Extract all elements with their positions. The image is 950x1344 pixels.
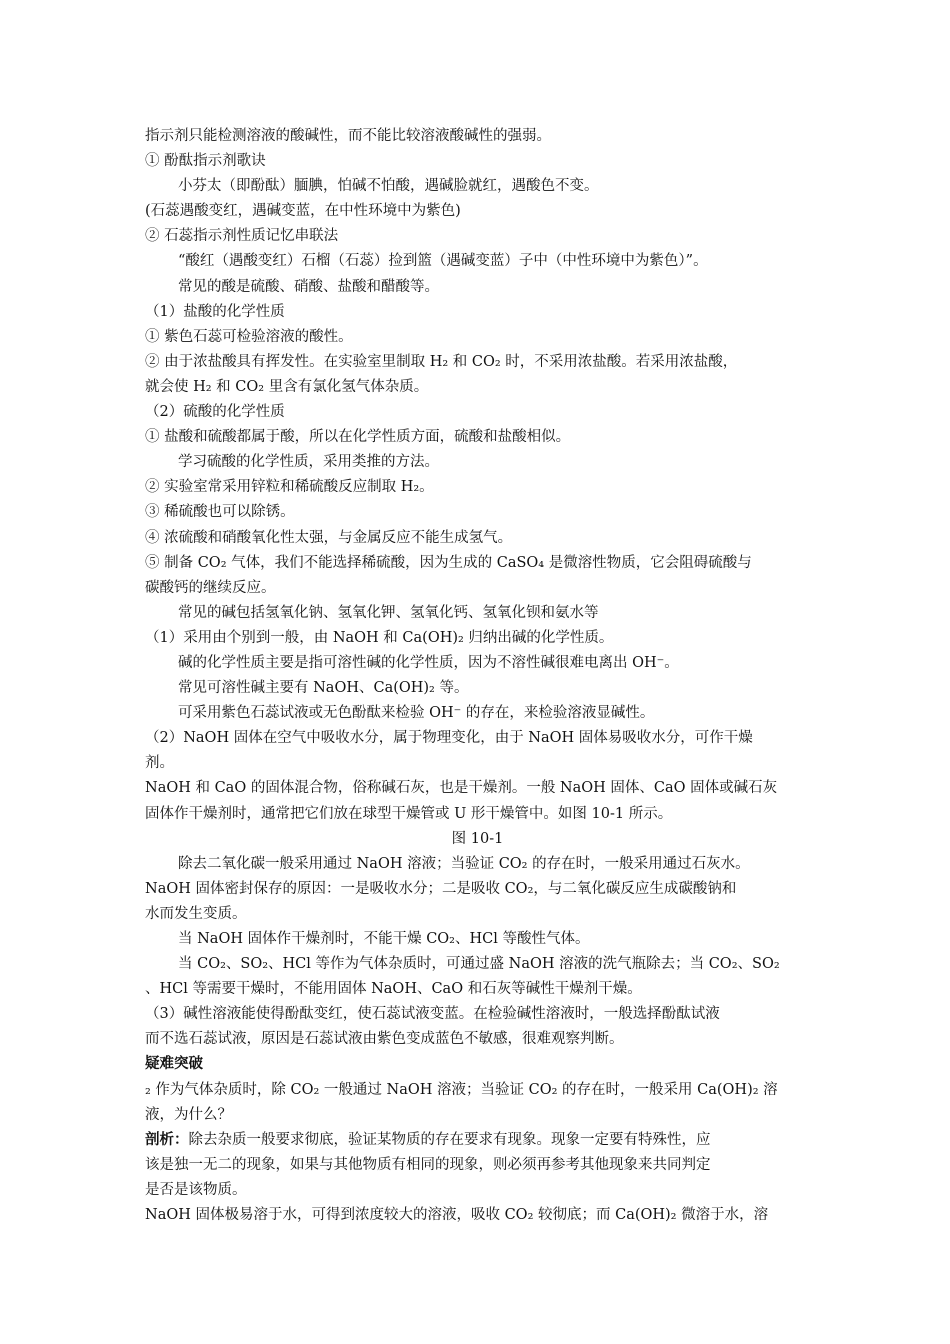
text-line [145, 526, 810, 551]
text-line [145, 726, 810, 751]
line-text: NaOH 固体极易溶于水，可得到浓度较大的溶液，吸收 CO₂ 较彻底；而 Ca(OH)₂ 微溶于水，溶 [145, 1207, 769, 1224]
line-text: ₂ 作为气体杂质时，除 CO₂ 一般通过 NaOH 溶液；当验证 CO₂ 的存在时，一般采用 Ca(OH)₂ 溶 [145, 1081, 778, 1098]
text-line [145, 952, 810, 977]
line-text: ⑤ 制备 CO₂ 气体，我们不能选择稀硫酸，因为生成的 CaSO₄ 是微溶性物质，它会阻碍硫酸与 [145, 554, 752, 571]
line-text: ② 由于浓盐酸具有挥发性。在实验室里制取 H₂ 和 CO₂ 时，不采用浓盐酸。若采用浓盐酸， [145, 353, 738, 370]
text-line [145, 1128, 810, 1153]
text-line [145, 776, 810, 801]
text-line [145, 651, 810, 676]
line-text: 除去杂质一般要求彻底，验证某物质的存在要求有现象。现象一定要有特殊性，应 [188, 1131, 711, 1148]
text-line [145, 802, 810, 827]
text-line [145, 149, 810, 174]
text-line [145, 676, 810, 701]
text-line [145, 751, 810, 776]
line-text: 学习硫酸的化学性质，采用类推的方法。 [178, 454, 439, 471]
line-text: “酸红（遇酸变红）石榴（石蕊）捡到篮（遇碱变蓝）子中（中性环境中为紫色）”。 [178, 253, 708, 270]
line-text: 、HCl 等需要干燥时，不能用固体 NaOH、CaO 和石灰等碱性干燥剂干燥。 [145, 981, 642, 998]
text-line [145, 174, 810, 199]
text-line [145, 1027, 810, 1052]
line-text: 常见的酸是硫酸、硝酸、盐酸和醋酸等。 [178, 278, 439, 295]
section-heading [145, 1052, 810, 1077]
text-line [145, 626, 810, 651]
line-text: 碳酸钙的继续反应。 [145, 579, 276, 596]
line-text: 常见的碱包括氢氧化钠、氢氧化钾、氢氧化钙、氢氧化钡和氨水等 [178, 604, 599, 621]
line-text: (石蕊遇酸变红，遇碱变蓝，在中性环境中为紫色) [145, 203, 461, 220]
text-line [145, 425, 810, 450]
text-line [145, 500, 810, 525]
line-text: ③ 稀硫酸也可以除锈。 [145, 504, 295, 521]
line-text: 液，为什么？ [145, 1106, 232, 1123]
text-line [145, 475, 810, 500]
line-text: 就会使 H₂ 和 CO₂ 里含有氯化氢气体杂质。 [145, 378, 429, 395]
line-text: 小芬太（即酚酞）腼腆，怕碱不怕酸，遇碱脸就红，遇酸色不变。 [178, 178, 599, 195]
text-line [145, 1153, 810, 1178]
line-text: NaOH 和 CaO 的固体混合物，俗称碱石灰，也是干燥剂。一般 NaOH 固体、CaO 固体或碱石灰 [145, 780, 778, 797]
line-text: ② 实验室常采用锌粒和稀硫酸反应制取 H₂。 [145, 479, 434, 496]
text-line [145, 350, 810, 375]
text-line [145, 124, 810, 149]
text-line [145, 1178, 810, 1203]
text-line [145, 576, 810, 601]
line-text: 可采用紫色石蕊试液或无色酚酞来检验 OH⁻ 的存在，来检验溶液显碱性。 [178, 705, 655, 722]
text-line [145, 1203, 810, 1228]
line-text: 当 CO₂、SO₂、HCl 等作为气体杂质时，可通过盛 NaOH 溶液的洗气瓶除去；当 CO₂、SO₂ [178, 956, 780, 973]
text-line [145, 249, 810, 274]
line-text: ② 石蕊指示剂性质记忆串联法 [145, 228, 339, 245]
line-text: ① 盐酸和硫酸都属于酸，所以在化学性质方面，硫酸和盐酸相似。 [145, 429, 571, 446]
line-text: 指示剂只能检测溶液的酸碱性，而不能比较溶液酸碱性的强弱。 [145, 128, 551, 144]
analysis-label: 剖析： [145, 1131, 189, 1148]
text-line [145, 300, 810, 325]
line-text: （2）NaOH 固体在空气中吸收水分，属于物理变化，由于 NaOH 固体易吸收水分，可作干燥 [145, 730, 753, 747]
text-line [145, 450, 810, 475]
text-line [145, 927, 810, 952]
text-line [145, 977, 810, 1002]
document-page [145, 124, 810, 1228]
line-text: （1）采用由个别到一般，由 NaOH 和 Ca(OH)₂ 归纳出碱的化学性质。 [145, 629, 614, 646]
line-text: 剂。 [145, 755, 174, 772]
text-line [145, 375, 810, 400]
line-text: 疑难突破 [145, 1056, 203, 1073]
line-text: （1）盐酸的化学性质 [145, 303, 285, 320]
text-line [145, 199, 810, 224]
text-line [145, 902, 810, 927]
line-text: 除去二氧化碳一般采用通过 NaOH 溶液；当验证 CO₂ 的存在时，一般采用通过石灰水。 [178, 855, 750, 872]
text-line [145, 1002, 810, 1027]
line-text: ① 酚酞指示剂歌诀 [145, 153, 266, 170]
line-text: NaOH 固体密封保存的原因：一是吸收水分；二是吸收 CO₂，与二氧化碳反应生成碳酸钠和 [145, 880, 737, 897]
line-text: 水而发生变质。 [145, 905, 247, 922]
text-line [145, 551, 810, 576]
line-text: 而不选石蕊试液，原因是石蕊试液由紫色变成蓝色不敏感，很难观察判断。 [145, 1031, 624, 1048]
line-text: （2）硫酸的化学性质 [145, 404, 285, 421]
line-text: ④ 浓硫酸和硝酸氧化性太强，与金属反应不能生成氢气。 [145, 529, 513, 546]
line-text: 当 NaOH 固体作干燥剂时，不能干燥 CO₂、HCl 等酸性气体。 [178, 931, 590, 947]
figure-caption [145, 827, 810, 852]
text-line [145, 1103, 810, 1128]
text-line [145, 852, 810, 877]
text-line [145, 275, 810, 300]
line-text: ① 紫色石蕊可检验溶液的酸性。 [145, 328, 353, 345]
line-text: 该是独一无二的现象，如果与其他物质有相同的现象，则必须再参考其他现象来共同判定 [145, 1156, 711, 1173]
line-text: 是否是该物质。 [145, 1181, 247, 1198]
line-text: 固体作干燥剂时，通常把它们放在球型干燥管或 U 形干燥管中。如图 10-1 所示。 [145, 805, 673, 822]
line-text: 图 10-1 [451, 830, 504, 847]
text-line [145, 224, 810, 249]
line-text: 常见可溶性碱主要有 NaOH、Ca(OH)₂ 等。 [178, 680, 469, 697]
text-line [145, 400, 810, 425]
text-line [145, 1078, 810, 1103]
text-line [145, 701, 810, 726]
text-line [145, 877, 810, 902]
line-text: （3）碱性溶液能使得酚酞变红，使石蕊试液变蓝。在检验碱性溶液时，一般选择酚酞试液 [145, 1006, 720, 1023]
text-line [145, 325, 810, 350]
line-text: 碱的化学性质主要是指可溶性碱的化学性质，因为不溶性碱很难电离出 OH⁻。 [178, 654, 679, 671]
text-line [145, 601, 810, 626]
